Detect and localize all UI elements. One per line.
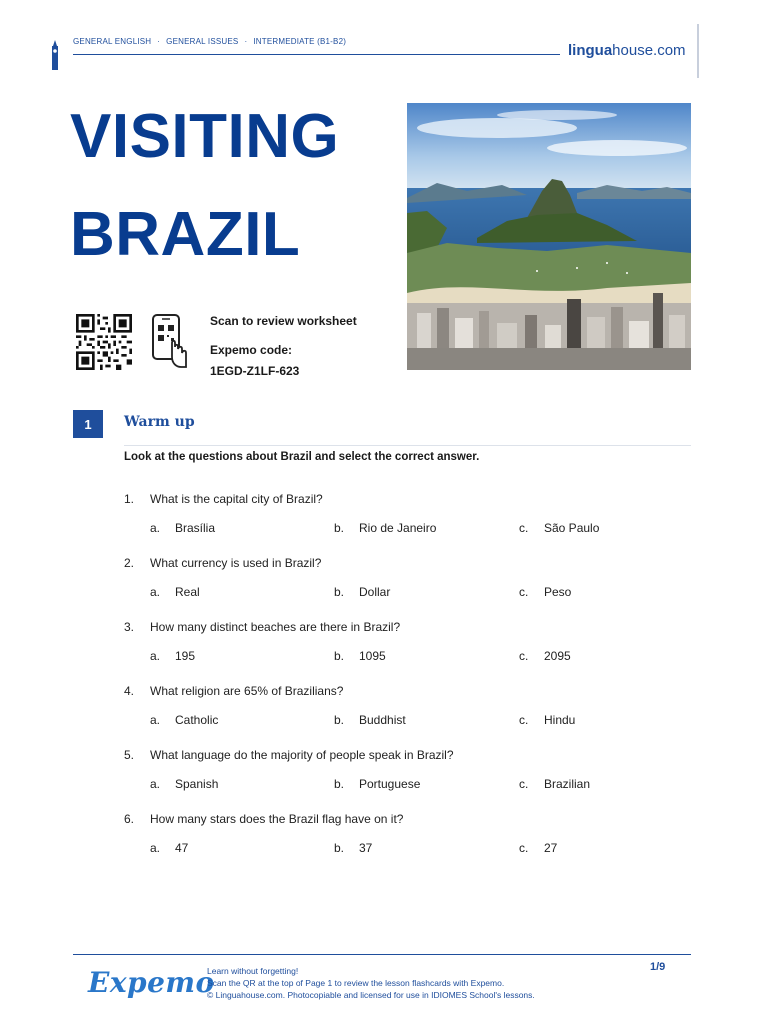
question-item: [124, 684, 691, 748]
question-text: How many distinct beaches are there in Brazil?: [150, 620, 401, 634]
question-text: What religion are 65% of Brazilians?: [150, 684, 344, 698]
question-text: What language do the majority of people speak in Brazil?: [150, 748, 454, 762]
option-text: Catholic: [175, 713, 219, 727]
section-title: Warm up: [124, 414, 195, 430]
question-text: What is the capital city of Brazil?: [150, 492, 323, 506]
option-letter: a.: [150, 777, 161, 791]
question-number: 4.: [124, 684, 135, 698]
option-text: 27: [544, 841, 558, 855]
option-letter: b.: [334, 649, 345, 663]
option-text: Brazilian: [544, 777, 591, 791]
option-text: 2095: [544, 649, 571, 663]
section-divider: [124, 445, 691, 446]
answer-option-a[interactable]: [150, 713, 218, 727]
option-letter: c.: [519, 521, 529, 535]
option-letter: a.: [150, 521, 161, 535]
footer-divider: [73, 954, 691, 955]
scan-info: [210, 312, 357, 383]
section-number: 1: [73, 410, 103, 438]
option-text: 37: [359, 841, 373, 855]
answer-option-c[interactable]: [519, 713, 575, 727]
linguahouse-logo[interactable]: linguahouse.com: [568, 42, 686, 59]
option-letter: b.: [334, 713, 345, 727]
option-text: Portuguese: [359, 777, 421, 791]
question-number: 3.: [124, 620, 135, 634]
answer-option-b[interactable]: [334, 713, 406, 727]
question-number: 5.: [124, 748, 135, 762]
option-text: Spanish: [175, 777, 219, 791]
answer-option-a[interactable]: [150, 841, 188, 855]
question-number: 1.: [124, 492, 135, 506]
answer-option-b[interactable]: [334, 521, 436, 535]
option-letter: a.: [150, 841, 161, 855]
option-text: 195: [175, 649, 196, 663]
answer-option-b[interactable]: [334, 585, 390, 599]
option-letter: a.: [150, 649, 161, 663]
option-text: Brasília: [175, 521, 216, 535]
option-letter: c.: [519, 777, 529, 791]
question-item: [124, 492, 691, 556]
breadcrumb-level-1[interactable]: GENERAL ENGLISH: [73, 37, 152, 46]
big-ben-icon: [50, 40, 60, 70]
breadcrumb: GENERAL ENGLISH · GENERAL ISSUES · INTERMEDIATE (B1-B2): [73, 37, 347, 46]
option-letter: c.: [519, 841, 529, 855]
option-letter: a.: [150, 713, 161, 727]
breadcrumb-level-3[interactable]: INTERMEDIATE (B1-B2): [253, 37, 347, 46]
breadcrumb-level-2[interactable]: GENERAL ISSUES: [166, 37, 239, 46]
option-letter: b.: [334, 585, 345, 599]
question-item: [124, 620, 691, 684]
page-number: 1/9: [650, 961, 666, 973]
option-letter: b.: [334, 521, 345, 535]
option-letter: a.: [150, 585, 161, 599]
option-letter: b.: [334, 841, 345, 855]
header-divider: [73, 54, 560, 55]
question-item: [124, 556, 691, 620]
phone-scan-icon: [150, 313, 190, 371]
option-letter: c.: [519, 649, 529, 663]
footer-text: Learn without forgetting! Scan the QR at the top of Page 1 to review the lesson flashcards with Expemo. © Linguahouse.com. Photocopiable and licensed for use in IDIOMES School's lessons.: [207, 966, 535, 1000]
question-number: 2.: [124, 556, 135, 570]
answer-option-c[interactable]: [519, 649, 571, 663]
question-item: [124, 748, 691, 812]
expemo-code-label: Expemo code:: [210, 343, 293, 357]
answer-option-a[interactable]: [150, 585, 200, 599]
answer-option-a[interactable]: [150, 521, 215, 535]
scan-instruction: Scan to review worksheet: [210, 314, 357, 328]
answer-option-c[interactable]: [519, 841, 557, 855]
answer-option-b[interactable]: [334, 841, 372, 855]
option-text: Buddhist: [359, 713, 406, 727]
option-text: 47: [175, 841, 189, 855]
rio-de-janeiro-photo: [407, 103, 691, 370]
header-side-bar: [697, 24, 699, 78]
answer-option-c[interactable]: [519, 585, 571, 599]
option-letter: b.: [334, 777, 345, 791]
page-title: VISITING BRAZIL: [70, 102, 340, 269]
answer-option-c[interactable]: [519, 777, 590, 791]
option-text: Hindu: [544, 713, 576, 727]
question-text: How many stars does the Brazil flag have on it?: [150, 812, 404, 826]
question-text: What currency is used in Brazil?: [150, 556, 322, 570]
option-text: 1095: [359, 649, 386, 663]
option-text: Real: [175, 585, 200, 599]
option-text: Dollar: [359, 585, 391, 599]
expemo-logo[interactable]: Expemo: [88, 966, 215, 999]
answer-option-b[interactable]: [334, 777, 420, 791]
option-letter: c.: [519, 713, 529, 727]
option-letter: c.: [519, 585, 529, 599]
expemo-code-value: 1EGD-Z1LF-623: [210, 364, 300, 378]
option-text: Peso: [544, 585, 572, 599]
answer-option-b[interactable]: [334, 649, 386, 663]
answer-option-a[interactable]: [150, 777, 218, 791]
question-list: [124, 492, 691, 876]
option-text: Rio de Janeiro: [359, 521, 437, 535]
qr-code-icon[interactable]: [74, 314, 134, 370]
answer-option-a[interactable]: [150, 649, 195, 663]
question-number: 6.: [124, 812, 135, 826]
option-text: São Paulo: [544, 521, 600, 535]
exercise-instruction: Look at the questions about Brazil and select the correct answer.: [124, 451, 480, 463]
question-item: [124, 812, 691, 876]
answer-option-c[interactable]: [519, 521, 599, 535]
